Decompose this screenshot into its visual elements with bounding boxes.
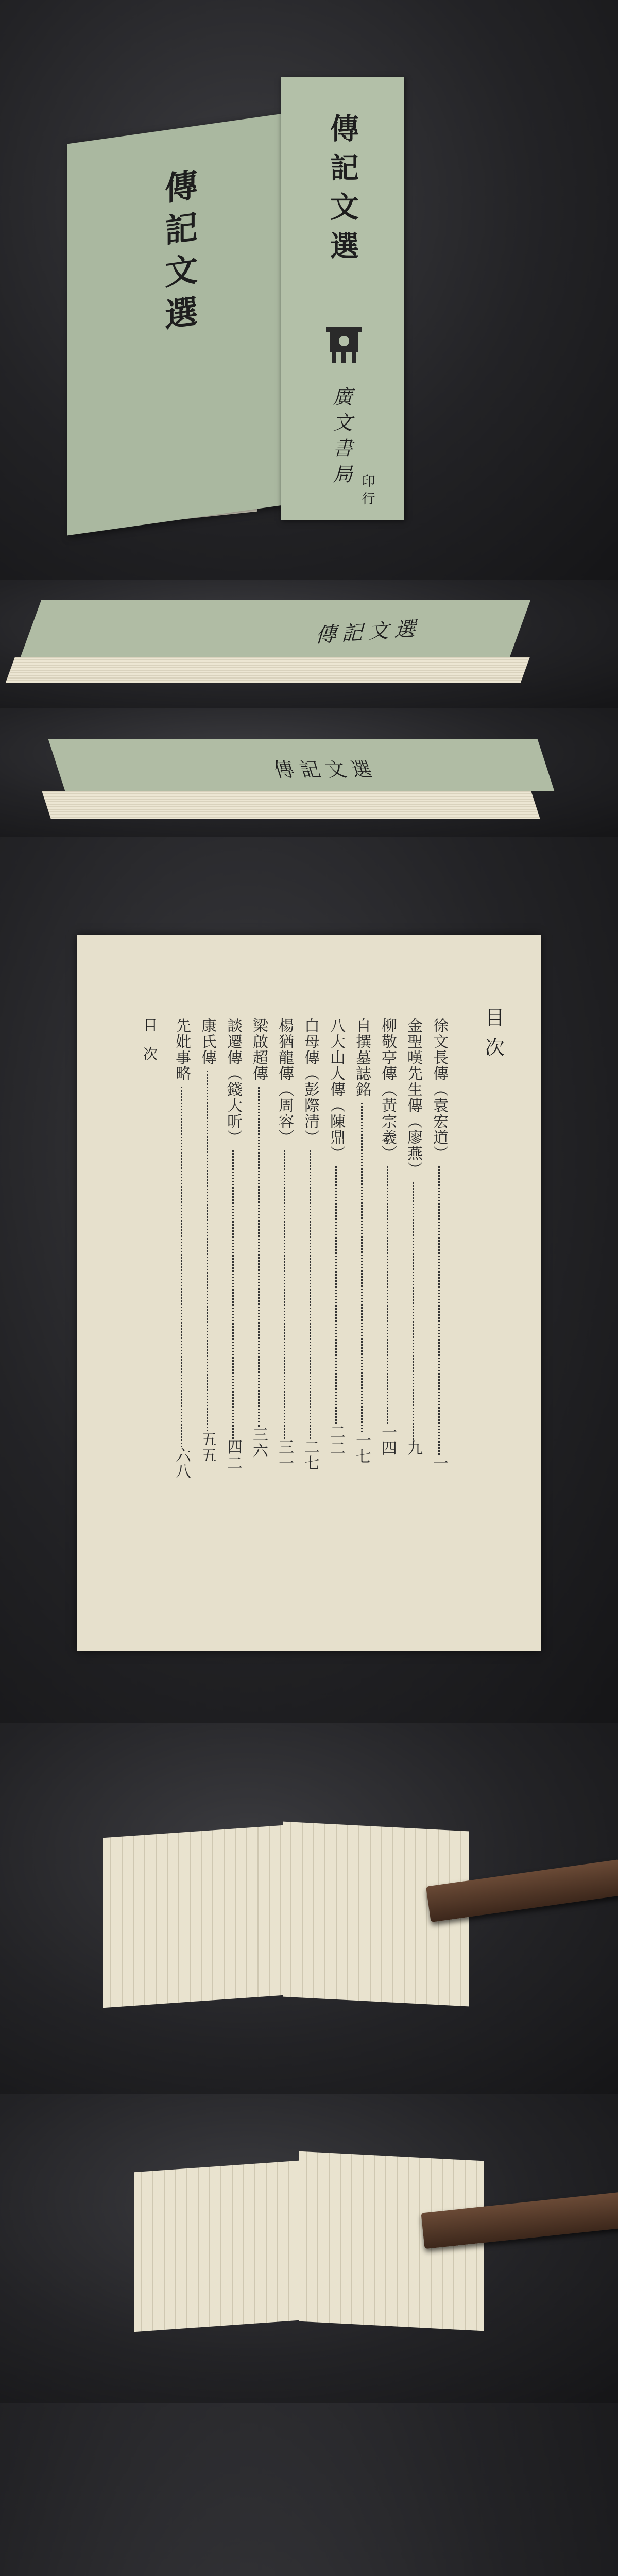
toc-entry-title: 楊猶龍傳（周容）	[276, 1018, 294, 1145]
toc-entry-title: 徐文長傳（袁宏道）	[430, 1018, 448, 1161]
toc-entry-page: 五五	[198, 1431, 216, 1463]
toc-entry-title: 自撰墓誌銘	[353, 1018, 371, 1097]
toc-entry-page: 一七	[353, 1432, 371, 1464]
toc-entry-title: 八大山人傳（陳鼎）	[327, 1018, 345, 1161]
toc-footer: 目次	[141, 1018, 158, 1075]
bronze-vessel-emblem-icon	[321, 319, 367, 366]
toc-dot-leader	[258, 1087, 260, 1427]
toc-entry-title: 白母傳（彭際清）	[301, 1018, 319, 1145]
spine-title: 傳記文選	[325, 113, 359, 270]
lying-book-title-text: 傳記文選	[313, 617, 426, 648]
toc-entry-title: 金聖嘆先生傳（廖燕）	[404, 1018, 422, 1177]
toc-dot-leader	[438, 1166, 440, 1455]
toc-entry-page: 九	[404, 1440, 422, 1456]
toc-entry-page: 六八	[173, 1447, 191, 1479]
toc-entry	[273, 1018, 296, 1471]
toc-entry-page: 二七	[301, 1439, 319, 1471]
front-cover-title: 傳記文選	[159, 166, 198, 342]
spine-imprint: 印行	[359, 474, 375, 509]
toc-entry	[196, 1018, 218, 1463]
photo-open-book-1	[0, 1723, 618, 2094]
photo-front-cover	[0, 2403, 618, 2576]
toc-entry-title: 康氏傳	[198, 1018, 216, 1065]
toc-dot-leader	[232, 1150, 234, 1439]
angled-book-cover	[48, 739, 554, 791]
toc-entry	[402, 1018, 424, 1456]
toc-entry-title: 柳敬亭傳（黃宗羲）	[379, 1018, 397, 1161]
toc-entry-title: 談遷傳（錢大昕）	[224, 1018, 242, 1145]
toc-entry	[376, 1018, 399, 1456]
photo-book-standing	[0, 0, 618, 580]
toc-entry-page: 二二	[327, 1424, 345, 1456]
toc-dot-leader	[387, 1166, 388, 1424]
toc-entry-title: 梁啟超傳	[250, 1018, 268, 1081]
lying-book-cover	[21, 600, 530, 657]
toc-entry	[324, 1018, 347, 1456]
photo-open-book-2	[0, 2094, 618, 2403]
open-book-left-page	[103, 1825, 283, 2008]
toc-entry-page: 三一	[276, 1439, 294, 1471]
toc-entry	[247, 1018, 270, 1459]
toc-dot-leader	[310, 1150, 311, 1439]
toc-entry	[427, 1018, 450, 1471]
toc-entry-page: 一四	[379, 1424, 397, 1456]
toc-dot-leader	[181, 1087, 182, 1447]
toc-entry-title: 先妣事略	[173, 1018, 191, 1081]
spine-publisher: 廣文書局	[330, 386, 352, 489]
photo-book-lying-angle	[0, 708, 618, 837]
toc-entry-page: 三六	[250, 1427, 268, 1459]
toc-entry	[350, 1018, 373, 1464]
toc-dot-leader	[207, 1071, 208, 1431]
toc-dot-leader	[361, 1103, 363, 1432]
toc-dot-leader	[413, 1182, 414, 1440]
toc-dot-leader	[284, 1150, 285, 1439]
photo-toc-page	[0, 837, 618, 1723]
photo-book-lying-top	[0, 580, 618, 708]
book-spine	[281, 77, 404, 520]
toc-heading: 目次	[482, 1007, 504, 1067]
angled-book-title-text: 傳記文選	[270, 758, 382, 781]
toc-paper	[77, 935, 541, 1651]
angled-book-page-edge	[42, 791, 540, 819]
book-front-cover	[67, 113, 283, 535]
toc-dot-leader	[335, 1166, 337, 1424]
toc-entry-page: 四二	[224, 1439, 242, 1471]
toc-entry	[299, 1018, 321, 1471]
toc-entry-page: 一	[430, 1455, 448, 1471]
toc-entry	[170, 1018, 193, 1479]
open-book-left-page	[134, 2161, 299, 2332]
lying-book-page-edge	[6, 657, 530, 683]
toc-entry	[221, 1018, 244, 1471]
